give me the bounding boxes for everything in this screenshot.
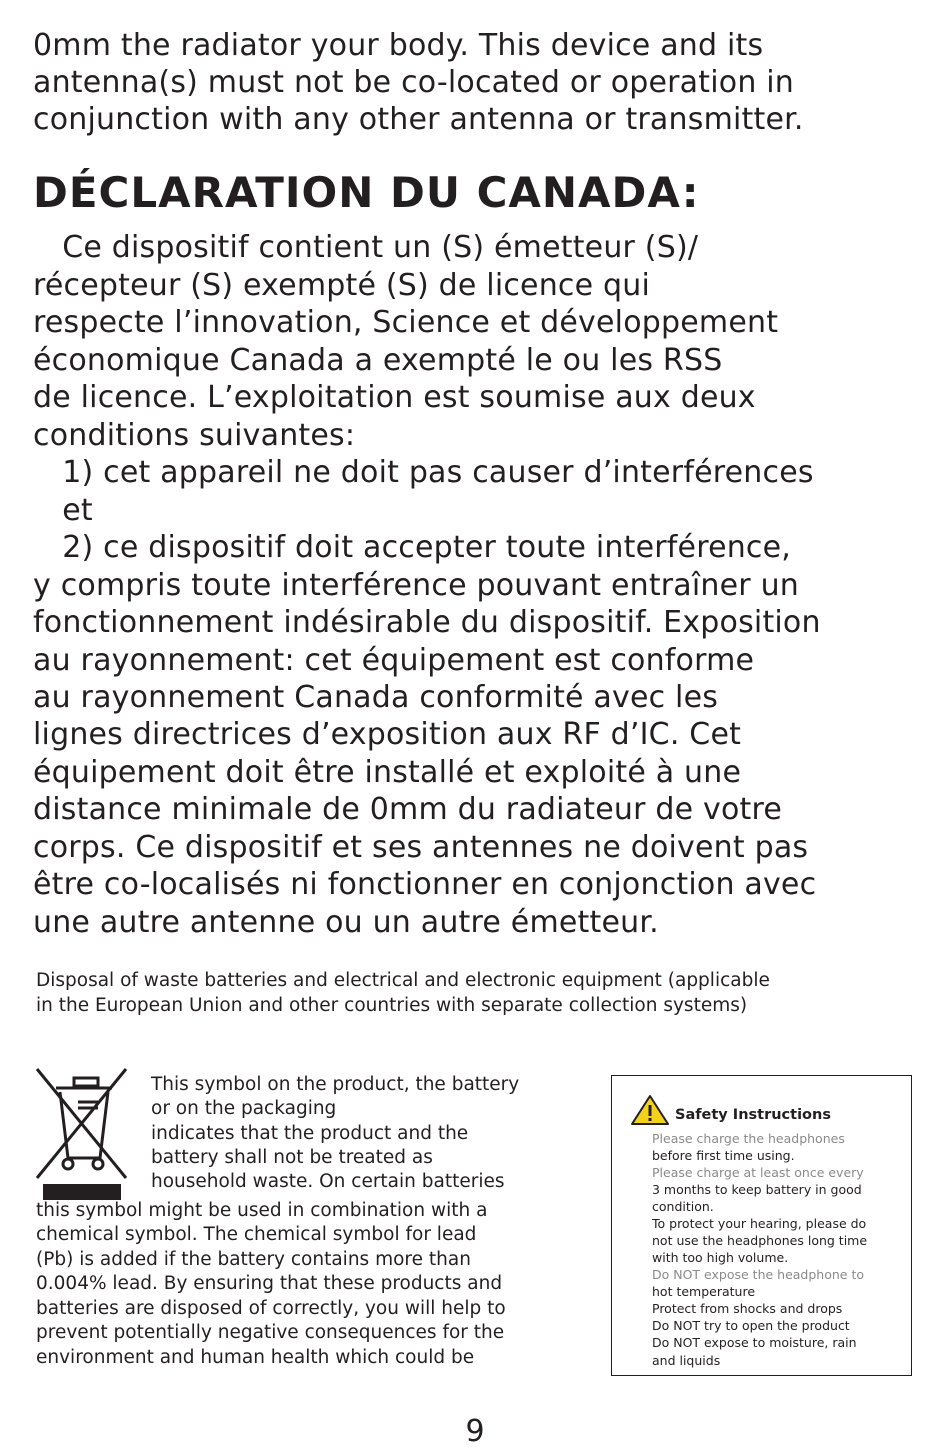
disposal-text-line: This symbol on the product, the battery [151, 1074, 520, 1095]
safety-line: before first time using. [652, 1148, 795, 1163]
disposal-text-line: batteries are disposed of correctly, you will help to [36, 1298, 506, 1319]
disposal-text-line: indicates that the product and the [151, 1123, 469, 1144]
warning-triangle-icon [630, 1094, 670, 1126]
paragraph-line: 2) ce dispositif doit accepter toute interférence, [33, 530, 792, 565]
disposal-text-line: battery shall not be treated as [151, 1147, 433, 1168]
paragraph-line: une autre antenne ou un autre émetteur. [33, 905, 659, 940]
paragraph-line: fonctionnement indésirable du dispositif. Exposition [33, 605, 821, 640]
safety-line: Please charge the headphones [652, 1131, 845, 1146]
disposal-text-line: chemical symbol. The chemical symbol for lead [36, 1224, 477, 1245]
safety-line: 3 months to keep battery in good [652, 1182, 862, 1197]
safety-line: Do NOT expose the headphone to [652, 1267, 865, 1282]
safety-line: Do NOT expose to moisture, rain [652, 1335, 857, 1350]
paragraph-line: récepteur (S) exempté (S) de licence qui [33, 268, 650, 303]
paragraph-line: respecte l’innovation, Science et développement [33, 305, 779, 340]
safety-line: To protect your hearing, please do [652, 1216, 867, 1231]
disposal-text-line: or on the packaging [151, 1098, 337, 1119]
paragraph-line: distance minimale de 0mm du radiateur de votre [33, 792, 783, 827]
safety-instructions-box [611, 1075, 912, 1376]
safety-line: with too high volume. [652, 1250, 789, 1265]
crossed-out-wheelie-bin-icon [34, 1066, 130, 1202]
paragraph-line: au rayonnement Canada conformité avec les [33, 680, 719, 715]
paragraph-line: équipement doit être installé et exploité à une [33, 755, 742, 790]
paragraph-line: y compris toute interférence pouvant entraîner un [33, 568, 799, 603]
paragraph-line: et [33, 493, 93, 528]
disposal-text-line: environment and human health which could be [36, 1347, 475, 1368]
safety-line: hot temperature [652, 1284, 756, 1299]
paragraph-line: Ce dispositif contient un (S) émetteur (S)/ [33, 230, 699, 265]
disposal-text-line: household waste. On certain batteries [151, 1171, 505, 1192]
paragraph-line: 1) cet appareil ne doit pas causer d’interférences [33, 455, 814, 490]
safety-line: Please charge at least once every [652, 1165, 864, 1180]
safety-line: and liquids [652, 1353, 721, 1368]
paragraph-line: de licence. L’exploitation est soumise aux deux [33, 380, 756, 415]
intro-line: 0mm the radiator your body. This device and its [33, 28, 764, 63]
safety-line: condition. [652, 1199, 714, 1214]
paragraph-line: corps. Ce dispositif et ses antennes ne doivent pas [33, 830, 809, 865]
paragraph-line: économique Canada a exempté le ou les RSS [33, 343, 723, 378]
disposal-text-line: this symbol might be used in combination with a [36, 1200, 488, 1221]
paragraph-line: conditions suivantes: [33, 418, 356, 453]
safety-line: not use the headphones long time [652, 1233, 868, 1248]
disposal-title-line: Disposal of waste batteries and electrical and electronic equipment (applicable [36, 970, 770, 991]
safety-line: Protect from shocks and drops [652, 1301, 843, 1316]
section-heading: DÉCLARATION DU CANADA: [33, 168, 700, 217]
paragraph-line: lignes directrices d’exposition aux RF d’IC. Cet [33, 717, 742, 752]
disposal-text-line: 0.004% lead. By ensuring that these products and [36, 1273, 503, 1294]
disposal-text-line: (Pb) is added if the battery contains more than [36, 1249, 471, 1270]
safety-title: Safety Instructions [675, 1107, 831, 1123]
disposal-text-line: prevent potentially negative consequences for the [36, 1322, 505, 1343]
paragraph-line: être co-localisés ni fonctionner en conjonction avec [33, 867, 817, 902]
disposal-title-line: in the European Union and other countries with separate collection systems) [36, 995, 748, 1016]
intro-line: antenna(s) must not be co-located or operation in [33, 65, 795, 100]
paragraph-line: au rayonnement: cet équipement est conforme [33, 643, 755, 678]
safety-line: Do NOT try to open the product [652, 1318, 850, 1333]
intro-line: conjunction with any other antenna or transmitter. [33, 102, 804, 137]
page-number: 9 [465, 1414, 485, 1449]
